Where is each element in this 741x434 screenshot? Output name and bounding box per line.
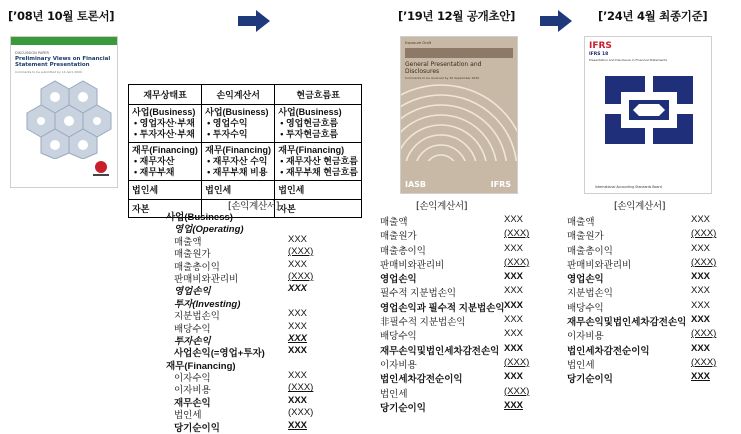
- income-statement-2024: [567, 213, 717, 385]
- statement-value: (XXX): [691, 356, 717, 368]
- statement-label: 판매비와관리비: [174, 273, 239, 285]
- table-cell: [129, 105, 202, 143]
- statement-row: [380, 213, 532, 227]
- statement-value: (XXX): [288, 270, 314, 282]
- section-financing: 재무(Financing): [132, 145, 198, 155]
- table-cell: [129, 143, 202, 181]
- table-cell: 자본: [275, 200, 362, 218]
- statement-label: 매출총이익: [567, 245, 613, 257]
- caption-income-statement-2: [손익계산서]: [416, 201, 468, 212]
- statement-row: [380, 299, 532, 313]
- list-item: • 영업현금흐름: [280, 118, 358, 129]
- statement-value: XXX: [288, 419, 308, 431]
- statement-row: [166, 357, 314, 372]
- hexagon-logo-graphic: [11, 79, 117, 159]
- ifrs18-standard-cover: [584, 36, 712, 194]
- table-cell: [275, 143, 362, 181]
- table-cell: 법인세: [275, 181, 362, 200]
- statement-value: XXX: [504, 271, 524, 283]
- statement-row: [166, 307, 314, 323]
- statement-label: 매출액: [380, 217, 408, 228]
- cover-header: DISCUSSION PAPER: [15, 51, 49, 55]
- statement-row: [567, 213, 717, 227]
- statement-label: 법인세: [567, 359, 595, 371]
- concentric-arcs-graphic: [401, 81, 518, 161]
- ifrs-hexagon-graphic: [585, 66, 712, 162]
- statement-value: XXX: [691, 214, 711, 225]
- statement-label: 판매비와관리비: [380, 259, 445, 271]
- statement-row: [567, 370, 717, 384]
- statement-value: XXX: [691, 271, 711, 283]
- table-cell: 자본: [129, 200, 202, 218]
- statement-label: 영업손익과 필수적 지분법손익: [380, 302, 505, 314]
- statement-row: [380, 370, 532, 384]
- ifrs-logo-text: IFRS: [490, 180, 511, 189]
- statement-label: 당기순이익: [174, 422, 220, 434]
- statement-value: XXX: [691, 299, 711, 311]
- statement-value: XXX: [288, 308, 308, 320]
- statement-value: XXX: [288, 233, 308, 245]
- statement-row: [567, 342, 717, 356]
- statement-row: [380, 284, 532, 298]
- statement-value: XXX: [691, 285, 711, 297]
- statement-label: 재무(Financing): [166, 360, 236, 372]
- list-item: • 재무자산: [134, 156, 198, 167]
- exposure-draft-cover: [400, 36, 518, 194]
- table-header-row: [129, 85, 362, 105]
- statement-label: 법인세: [174, 410, 202, 422]
- statement-label: 재무손익및법인세차감전손익: [567, 317, 687, 329]
- statement-value: XXX: [288, 258, 308, 270]
- statement-value: XXX: [288, 332, 308, 344]
- statement-label: 배당수익: [174, 323, 211, 335]
- statement-label: 판매비와관리비: [567, 259, 632, 271]
- statement-label: 영업손익: [174, 286, 211, 298]
- statement-row: [380, 385, 532, 399]
- statement-row: [567, 256, 717, 270]
- statement-label: 매출원가: [380, 231, 417, 243]
- title-2008-discussion-paper: [’08년 10월 토론서]: [8, 9, 115, 23]
- statement-row: [166, 233, 314, 248]
- section-business: 사업(Business): [132, 107, 196, 117]
- title-2019-exposure-draft: [’19년 12월 공개초안]: [398, 9, 516, 23]
- title-2024-final-standard: [’24년 4월 최종기준]: [598, 9, 708, 23]
- caption-income-statement-1: [손익계산서]: [228, 201, 280, 212]
- statement-label: 법인세: [380, 388, 408, 400]
- statement-row: [567, 242, 717, 256]
- section-business: 사업(Business): [205, 107, 269, 117]
- table-cell: [275, 105, 362, 143]
- statement-row: [166, 258, 314, 273]
- statement-row: [166, 369, 314, 385]
- statement-row: [166, 282, 314, 298]
- cover-band: [11, 37, 117, 45]
- statement-value: XXX: [504, 342, 524, 354]
- statement-value: (XXX): [691, 328, 717, 340]
- statement-label: 배당수익: [380, 331, 417, 343]
- cover-standard-number: IFRS 18: [589, 52, 609, 57]
- statement-label: 지분법손익: [567, 288, 613, 300]
- statement-row: [567, 227, 717, 241]
- statement-label: 재무손익및법인세차감전손익: [380, 345, 500, 357]
- statement-row: [567, 284, 717, 298]
- statement-label: 이자비용: [567, 331, 604, 343]
- cover-band: [405, 48, 513, 58]
- statement-row: [166, 320, 314, 335]
- cover-tag: Exposure Draft: [405, 41, 432, 45]
- statement-value: (XXX): [504, 228, 530, 240]
- list-item: • 재무자산 현금흐름: [280, 156, 358, 167]
- statement-row: [166, 406, 314, 422]
- statement-row: [166, 245, 314, 261]
- statement-label: 非필수적 지분법손익: [380, 317, 466, 329]
- statement-row: [166, 381, 314, 397]
- header-balance-sheet: 재무상태표: [129, 85, 202, 105]
- statement-value: XXX: [691, 242, 711, 254]
- statement-value: XXX: [288, 345, 308, 357]
- statement-row: [567, 299, 717, 313]
- statement-row: [166, 270, 314, 285]
- statement-label: 이자비용: [174, 385, 211, 397]
- statement-label: 사업(Business): [166, 212, 233, 223]
- arrow-right-icon: [540, 10, 574, 32]
- statement-label: 사업손익(=영업+투자): [174, 348, 265, 360]
- list-item: • 투자자산·부채: [134, 129, 198, 140]
- section-financing: 재무(Financing): [278, 145, 345, 155]
- statement-value: XXX: [691, 314, 711, 326]
- statement-label: 당기순이익: [567, 374, 613, 386]
- statement-row: [567, 313, 717, 327]
- statement-value: XXX: [504, 314, 524, 326]
- section-financing: 재무(Financing): [205, 145, 272, 155]
- statement-value: XXX: [691, 342, 711, 354]
- cover-subtitle: Comments to be received by 30 September 2020: [405, 76, 480, 80]
- section-business: 사업(Business): [278, 107, 342, 117]
- caption-income-statement-3: [손익계산서]: [614, 201, 666, 212]
- statement-row: [567, 327, 717, 341]
- list-item: • 투자수익: [207, 129, 271, 140]
- statement-value: XXX: [504, 299, 524, 311]
- statement-label: 재무손익: [174, 397, 211, 409]
- statement-value: (XXX): [288, 246, 314, 258]
- statement-label: 매출액: [567, 217, 595, 228]
- ifrs-logo-text: IFRS: [589, 41, 612, 51]
- statement-value: (XXX): [691, 256, 717, 268]
- statement-value: XXX: [504, 214, 524, 225]
- statement-label: 필수적 지분법손익: [380, 288, 457, 300]
- statement-value: XXX: [288, 370, 308, 382]
- list-item: • 재무부채: [134, 167, 198, 178]
- statement-label: 투자손익: [174, 335, 211, 347]
- table-row-tax: [129, 181, 362, 200]
- cover-title: General Presentation and Disclosures: [405, 61, 482, 75]
- table-cell: [202, 143, 275, 181]
- statement-value: (XXX): [288, 382, 314, 394]
- statement-value: XXX: [504, 399, 524, 411]
- statement-label: 영업(Operating): [174, 224, 244, 236]
- statement-value: XXX: [288, 320, 308, 332]
- cover-footer: International Accounting Standards Board: [595, 185, 662, 189]
- table-cell: 법인세: [202, 181, 275, 200]
- statement-label: 매출원가: [567, 231, 604, 243]
- statement-row: [567, 270, 717, 284]
- statement-row: [567, 356, 717, 370]
- statement-row: [166, 220, 314, 236]
- statement-row: [380, 313, 532, 327]
- statement-value: (XXX): [504, 256, 530, 268]
- table-cell: 법인세: [129, 181, 202, 200]
- statement-label: 이자비용: [380, 359, 417, 371]
- statement-label: 매출액: [174, 236, 202, 248]
- statement-label: 매출총이익: [174, 261, 220, 273]
- statement-value: (XXX): [504, 356, 530, 368]
- statement-row: [380, 356, 532, 370]
- cover-title: Preliminary Views on Financial Statement Presentation: [15, 56, 111, 68]
- statement-row: [380, 242, 532, 256]
- cover-description: Presentation and Disclosure in Financial Statements: [589, 58, 667, 62]
- income-statement-2008: [166, 208, 314, 434]
- list-item: • 재무자산 수익: [207, 156, 271, 167]
- statement-row: [166, 394, 314, 409]
- table-cell: [202, 105, 275, 143]
- list-item: • 투자현금흐름: [280, 129, 358, 140]
- statement-value: XXX: [504, 371, 524, 383]
- statement-row: [380, 227, 532, 241]
- statement-row: [380, 270, 532, 284]
- header-cash-flow: 현금흐름표: [275, 85, 362, 105]
- statement-value: XXX: [288, 394, 308, 406]
- cover-subtitle: Comments to be submitted by 14 April 2009: [15, 70, 82, 74]
- statement-label: 법인세차감전순이익: [380, 374, 463, 386]
- statement-row: [380, 256, 532, 270]
- statement-row: [380, 342, 532, 356]
- statement-label: 투자(Investing): [174, 298, 241, 310]
- statement-value: (XXX): [691, 228, 717, 240]
- statement-value: XXX: [504, 242, 524, 254]
- table-row-financing: [129, 143, 362, 181]
- income-statement-2019: [380, 213, 532, 413]
- statement-row: [166, 295, 314, 310]
- list-item: • 재무부채 비용: [207, 167, 271, 178]
- iasb-logo-text: IASB: [405, 180, 427, 189]
- statement-value: (XXX): [288, 407, 314, 419]
- header-income-statement: 손익계산서: [202, 85, 275, 105]
- statement-row: [380, 399, 532, 413]
- statement-label: 배당수익: [567, 302, 604, 314]
- statement-value: XXX: [691, 371, 711, 383]
- discussion-paper-cover: [10, 36, 118, 188]
- statement-value: (XXX): [504, 385, 530, 397]
- statement-label: 법인세차감전순이익: [567, 345, 650, 357]
- statement-row: [166, 419, 314, 434]
- statement-label: 매출총이익: [380, 245, 426, 257]
- statement-value: XXX: [504, 328, 524, 340]
- statement-label: 이자수익: [174, 373, 211, 385]
- statement-row: [380, 327, 532, 341]
- statement-row: [166, 332, 314, 347]
- statement-label: 매출원가: [174, 249, 211, 261]
- statement-value: XXX: [504, 285, 524, 297]
- list-item: • 영업자산·부채: [134, 118, 198, 129]
- arrow-right-icon: [238, 10, 272, 32]
- table-row-business: [129, 105, 362, 143]
- list-item: • 재무부채 현금흐름: [280, 167, 358, 178]
- statement-row: [166, 208, 314, 223]
- statement-label: 영업손익: [380, 274, 417, 286]
- list-item: • 영업수익: [207, 118, 271, 129]
- statement-label: 지분법손익: [174, 311, 220, 323]
- statement-value: XXX: [288, 283, 308, 295]
- statement-row: [166, 344, 314, 360]
- statement-label: 당기순이익: [380, 402, 426, 414]
- fasb-iasb-logo-icon: [11, 159, 117, 179]
- statement-label: 영업손익: [567, 274, 604, 286]
